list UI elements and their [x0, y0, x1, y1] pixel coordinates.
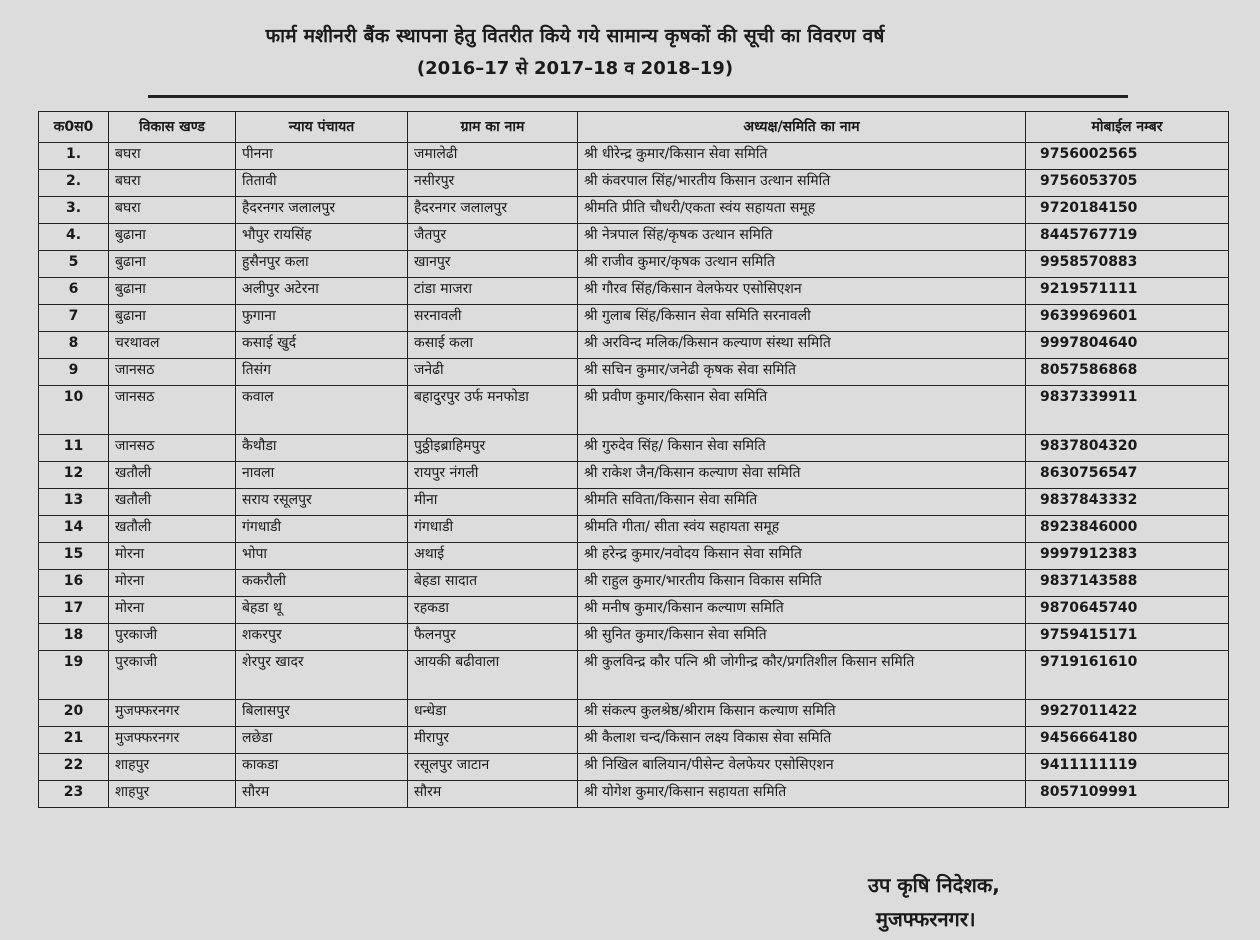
cell-panchayat: शेरपुर खादर	[236, 651, 408, 700]
cell-village: धन्धेडा	[408, 700, 578, 727]
cell-panchayat: भोपा	[236, 543, 408, 570]
cell-block: पुरकाजी	[109, 624, 236, 651]
cell-village: हैदरनगर जलालपुर	[408, 197, 578, 224]
cell-name: श्री प्रवीण कुमार/किसान सेवा समिति	[578, 386, 1026, 435]
signature-place: मुजफ्फरनगर।	[876, 907, 976, 931]
cell-name: श्री अरविन्द मलिक/किसान कल्याण संस्था समिति	[578, 332, 1026, 359]
cell-mobile: 9837339911	[1026, 386, 1229, 435]
cell-block: बुढाना	[109, 305, 236, 332]
column-header-panchayat: न्याय पंचायत	[236, 112, 408, 143]
table-row	[39, 435, 1229, 462]
table-row	[39, 170, 1229, 197]
cell-block: मोरना	[109, 570, 236, 597]
cell-panchayat: गंगधाडी	[236, 516, 408, 543]
table-row	[39, 332, 1229, 359]
table-row	[39, 278, 1229, 305]
cell-block: जानसठ	[109, 435, 236, 462]
cell-sno: 17	[39, 597, 109, 624]
cell-village: बेहडा सादात	[408, 570, 578, 597]
cell-name: श्री धीरेन्द्र कुमार/किसान सेवा समिति	[578, 143, 1026, 170]
cell-name: श्रीमति गीता/ सीता स्वंय सहायता समूह	[578, 516, 1026, 543]
table-row	[39, 224, 1229, 251]
cell-mobile: 9456664180	[1026, 727, 1229, 754]
cell-block: पुरकाजी	[109, 651, 236, 700]
cell-mobile: 8630756547	[1026, 462, 1229, 489]
cell-panchayat: कैथौडा	[236, 435, 408, 462]
cell-name: श्री निखिल बालियान/पीसेन्ट वेलफेयर एसोसिएशन	[578, 754, 1026, 781]
cell-mobile: 9719161610	[1026, 651, 1229, 700]
cell-panchayat: कवाल	[236, 386, 408, 435]
table-row	[39, 570, 1229, 597]
cell-panchayat: हैदरनगर जलालपुर	[236, 197, 408, 224]
cell-name: श्री नेत्रपाल सिंह/कृषक उत्थान समिति	[578, 224, 1026, 251]
cell-sno: 6	[39, 278, 109, 305]
cell-mobile: 9411111119	[1026, 754, 1229, 781]
signature-block	[868, 868, 1000, 936]
cell-panchayat: सौरम	[236, 781, 408, 808]
cell-name: श्री कुलविन्द्र कौर पत्नि श्री जोगीन्द्र कौर/प्रगतिशील किसान समिति	[578, 651, 1026, 700]
cell-block: शाहपुर	[109, 781, 236, 808]
cell-name: श्रीमति सविता/किसान सेवा समिति	[578, 489, 1026, 516]
table-row	[39, 624, 1229, 651]
cell-sno: 5	[39, 251, 109, 278]
table-row	[39, 651, 1229, 700]
cell-panchayat: भौपुर रायसिंह	[236, 224, 408, 251]
table-row	[39, 727, 1229, 754]
cell-block: मुजफ्फरनगर	[109, 700, 236, 727]
cell-village: अथाई	[408, 543, 578, 570]
cell-mobile: 9837804320	[1026, 435, 1229, 462]
table-header-row	[39, 112, 1229, 143]
cell-block: जानसठ	[109, 386, 236, 435]
cell-mobile: 9756002565	[1026, 143, 1229, 170]
cell-sno: 12	[39, 462, 109, 489]
table-row	[39, 462, 1229, 489]
cell-village: नसीरपुर	[408, 170, 578, 197]
cell-block: मोरना	[109, 543, 236, 570]
cell-panchayat: बिलासपुर	[236, 700, 408, 727]
cell-name: श्री हरेन्द्र कुमार/नवोदय किसान सेवा समिति	[578, 543, 1026, 570]
cell-village: गंगधाडी	[408, 516, 578, 543]
cell-panchayat: ककरौली	[236, 570, 408, 597]
table-row	[39, 781, 1229, 808]
cell-block: मुजफ्फरनगर	[109, 727, 236, 754]
cell-village: रसूलपुर जाटान	[408, 754, 578, 781]
cell-village: बहादुरपुर उर्फ मनफोडा	[408, 386, 578, 435]
cell-sno: 13	[39, 489, 109, 516]
cell-name: श्री गुलाब सिंह/किसान सेवा समिति सरनावली	[578, 305, 1026, 332]
cell-sno: 22	[39, 754, 109, 781]
cell-mobile: 9219571111	[1026, 278, 1229, 305]
cell-village: रहकडा	[408, 597, 578, 624]
cell-mobile: 9997912383	[1026, 543, 1229, 570]
cell-village: जमालेढी	[408, 143, 578, 170]
cell-name: श्री राहुल कुमार/भारतीय किसान विकास समिति	[578, 570, 1026, 597]
cell-mobile: 9837143588	[1026, 570, 1229, 597]
cell-village: जनेढी	[408, 359, 578, 386]
cell-block: मोरना	[109, 597, 236, 624]
cell-block: शाहपुर	[109, 754, 236, 781]
cell-village: सरनावली	[408, 305, 578, 332]
cell-village: रायपुर नंगली	[408, 462, 578, 489]
cell-name: श्री मनीष कुमार/किसान कल्याण समिति	[578, 597, 1026, 624]
table-row	[39, 516, 1229, 543]
cell-village: खानपुर	[408, 251, 578, 278]
cell-block: बघरा	[109, 170, 236, 197]
cell-mobile: 9837843332	[1026, 489, 1229, 516]
cell-village: मीरापुर	[408, 727, 578, 754]
cell-name: श्री कैलाश चन्द/किसान लक्ष्य विकास सेवा समिति	[578, 727, 1026, 754]
cell-mobile: 9927011422	[1026, 700, 1229, 727]
cell-panchayat: सराय रसूलपुर	[236, 489, 408, 516]
table-row	[39, 543, 1229, 570]
cell-village: आयकी बढीवाला	[408, 651, 578, 700]
cell-sno: 7	[39, 305, 109, 332]
cell-block: बुढाना	[109, 251, 236, 278]
cell-mobile: 8445767719	[1026, 224, 1229, 251]
cell-sno: 14	[39, 516, 109, 543]
cell-block: बुढाना	[109, 224, 236, 251]
signature-designation: उप कृषि निदेशक,	[868, 873, 1000, 897]
table-row	[39, 597, 1229, 624]
column-header-mobile: मोबाईल नम्बर	[1026, 112, 1229, 143]
cell-name: श्री राजीव कुमार/कृषक उत्थान समिति	[578, 251, 1026, 278]
cell-name: श्रीमति प्रीति चौधरी/एकता स्वंय सहायता समूह	[578, 197, 1026, 224]
cell-name: श्री कंवरपाल सिंह/भारतीय किसान उत्थान समिति	[578, 170, 1026, 197]
cell-block: खतौली	[109, 462, 236, 489]
cell-block: बघरा	[109, 143, 236, 170]
cell-panchayat: कसाई खुर्द	[236, 332, 408, 359]
cell-sno: 23	[39, 781, 109, 808]
cell-name: श्री सचिन कुमार/जनेढी कृषक सेवा समिति	[578, 359, 1026, 386]
cell-mobile: 9759415171	[1026, 624, 1229, 651]
cell-sno: 4.	[39, 224, 109, 251]
cell-village: फैलनपुर	[408, 624, 578, 651]
cell-block: खतौली	[109, 516, 236, 543]
cell-block: बुढाना	[109, 278, 236, 305]
cell-sno: 21	[39, 727, 109, 754]
cell-sno: 11	[39, 435, 109, 462]
table-row	[39, 143, 1229, 170]
column-header-name: अध्यक्ष/समिति का नाम	[578, 112, 1026, 143]
column-header-village: ग्राम का नाम	[408, 112, 578, 143]
cell-panchayat: तिसंग	[236, 359, 408, 386]
cell-mobile: 9958570883	[1026, 251, 1229, 278]
cell-village: जैतपुर	[408, 224, 578, 251]
column-header-sno: क0स0	[39, 112, 109, 143]
cell-mobile: 9756053705	[1026, 170, 1229, 197]
cell-name: श्री सुनित कुमार/किसान सेवा समिति	[578, 624, 1026, 651]
cell-sno: 3.	[39, 197, 109, 224]
cell-block: बघरा	[109, 197, 236, 224]
cell-village: पुठ्ठीइब्राहिमपुर	[408, 435, 578, 462]
cell-sno: 19	[39, 651, 109, 700]
cell-village: मीना	[408, 489, 578, 516]
cell-panchayat: अलीपुर अटेरना	[236, 278, 408, 305]
cell-panchayat: पीनना	[236, 143, 408, 170]
cell-block: चरथावल	[109, 332, 236, 359]
cell-panchayat: नावला	[236, 462, 408, 489]
cell-panchayat: फुगाना	[236, 305, 408, 332]
cell-sno: 2.	[39, 170, 109, 197]
cell-panchayat: तितावी	[236, 170, 408, 197]
cell-panchayat: हुसैनपुर कला	[236, 251, 408, 278]
table-row	[39, 386, 1229, 435]
cell-panchayat: शकरपुर	[236, 624, 408, 651]
cell-mobile: 8057109991	[1026, 781, 1229, 808]
cell-sno: 9	[39, 359, 109, 386]
cell-block: जानसठ	[109, 359, 236, 386]
column-header-block: विकास खण्ड	[109, 112, 236, 143]
cell-name: श्री राकेश जैन/किसान कल्याण सेवा समिति	[578, 462, 1026, 489]
cell-panchayat: बेहडा थू	[236, 597, 408, 624]
table-row	[39, 700, 1229, 727]
cell-sno: 18	[39, 624, 109, 651]
cell-name: श्री योगेश कुमार/किसान सहायता समिति	[578, 781, 1026, 808]
table-row	[39, 754, 1229, 781]
table-row	[39, 305, 1229, 332]
cell-sno: 16	[39, 570, 109, 597]
header-divider	[148, 95, 1128, 98]
document-title: फार्म मशीनरी बैंक स्थापना हेतु वितरीत किये गये सामान्य कृषकों की सूची का विवरण वर्ष	[265, 25, 885, 47]
cell-name: श्री संकल्प कुलश्रेष्ठ/श्रीराम किसान कल्याण समिति	[578, 700, 1026, 727]
cell-sno: 15	[39, 543, 109, 570]
cell-mobile: 9870645740	[1026, 597, 1229, 624]
cell-village: कसाई कला	[408, 332, 578, 359]
cell-panchayat: लछेडा	[236, 727, 408, 754]
cell-village: सौरम	[408, 781, 578, 808]
cell-sno: 8	[39, 332, 109, 359]
table-row	[39, 197, 1229, 224]
cell-sno: 20	[39, 700, 109, 727]
cell-mobile: 8057586868	[1026, 359, 1229, 386]
table-row	[39, 489, 1229, 516]
cell-sno: 10	[39, 386, 109, 435]
table-row	[39, 251, 1229, 278]
cell-village: टांडा माजरा	[408, 278, 578, 305]
cell-sno: 1.	[39, 143, 109, 170]
cell-panchayat: काकडा	[236, 754, 408, 781]
farmer-list-table	[38, 111, 1229, 808]
table-row	[39, 359, 1229, 386]
document-subtitle: (2016–17 से 2017–18 व 2018–19)	[416, 58, 734, 79]
cell-mobile: 9639969601	[1026, 305, 1229, 332]
cell-block: खतौली	[109, 489, 236, 516]
cell-mobile: 8923846000	[1026, 516, 1229, 543]
cell-mobile: 9997804640	[1026, 332, 1229, 359]
cell-name: श्री गौरव सिंह/किसान वेलफेयर एसोसिएशन	[578, 278, 1026, 305]
cell-mobile: 9720184150	[1026, 197, 1229, 224]
cell-name: श्री गुरुदेव सिंह/ किसान सेवा समिति	[578, 435, 1026, 462]
